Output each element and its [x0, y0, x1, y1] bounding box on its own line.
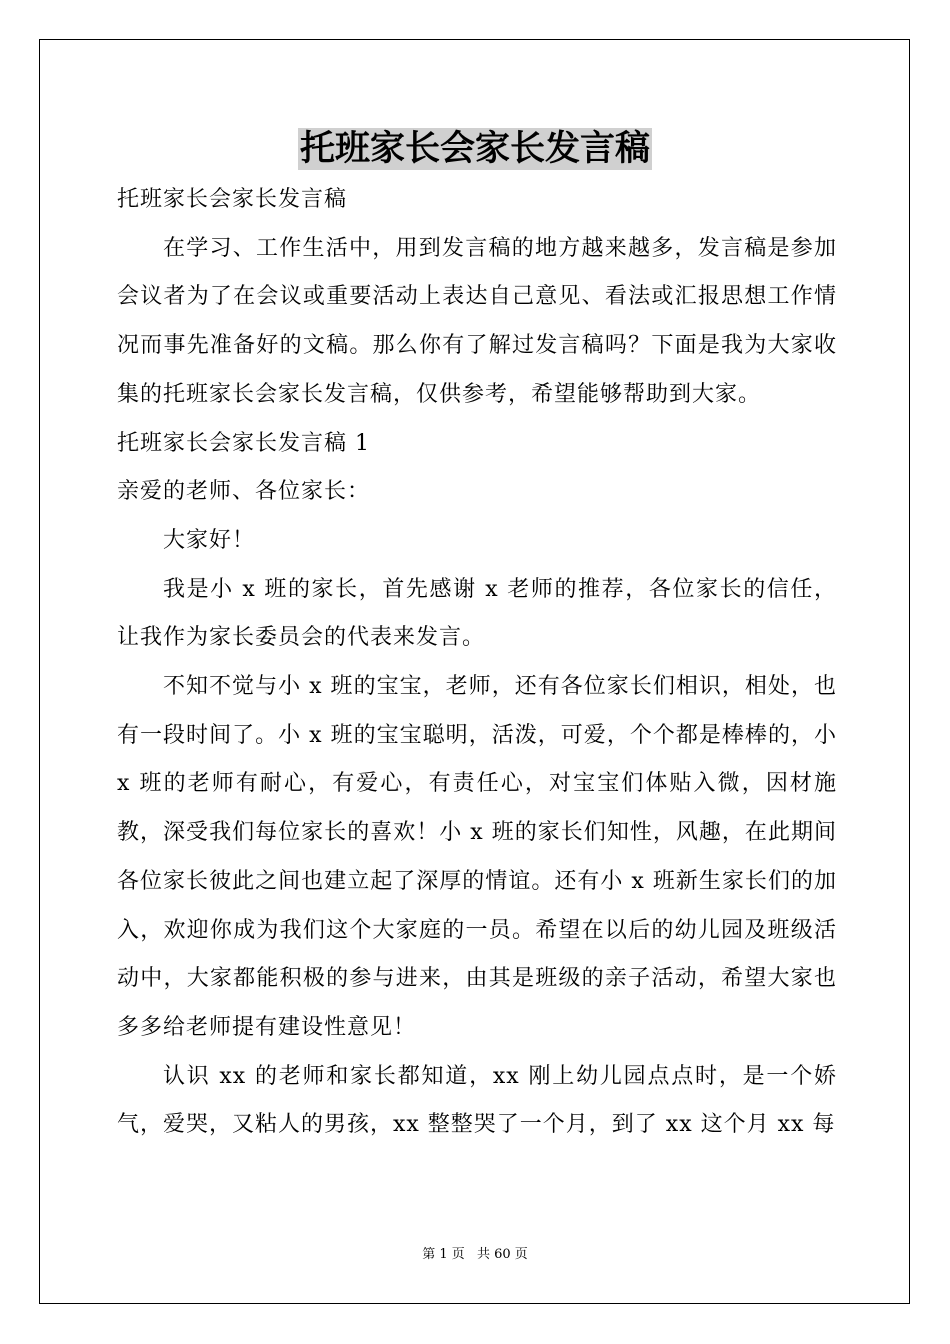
document-title: 托班家长会家长发言稿: [299, 128, 650, 169]
page-total: 共 60 页: [476, 1247, 528, 1262]
paragraph: 托班家长会家长发言稿 1: [117, 430, 370, 456]
paragraph: 托班家长会家长发言稿: [117, 187, 348, 212]
page-footer: [0, 1246, 950, 1264]
paragraph: 我是小 x 班的家长，首先感谢 x 老师的推荐，各位家长的信任，让我作为家长委员会的代表来发言。: [117, 576, 837, 651]
paragraph: 大家好！: [163, 527, 256, 553]
paragraph: 在学习、工作生活中，用到发言稿的地方越来越多，发言稿是参加会议者为了在会议或重要活动上表达自己意见、看法或汇报思想工作情况而事先准备好的文稿。那么你有了解过发言稿吗？下面是我为大家收集的托班家长会家长发言稿，仅供参考，希望能够帮助到大家。: [117, 235, 837, 407]
page-number: 第 1 页: [422, 1247, 465, 1262]
paragraph: 认识 xx 的老师和家长都知道，xx 刚上幼儿园点点时，是一个娇气，爱哭，又粘人的男孩，xx 整整哭了一个月，到了 xx 这个月 xx 每: [117, 1063, 837, 1138]
title-wrap: [0, 128, 950, 170]
paragraph: 亲爱的老师、各位家长：: [117, 479, 371, 505]
document-body: [117, 176, 837, 1150]
paragraph: 不知不觉与小 x 班的宝宝，老师，还有各位家长们相识，相处，也有一段时间了。小 x 班的宝宝聪明，活泼，可爱，个个都是棒棒的，小 x 班的老师有耐心，有爱心，有责任心，对宝宝们体贴入微，因材施教，深受我们每位家长的喜欢！小 x 班的家长们知性，风趣，在此期间各位家长彼此之间也建立起了深厚的情谊。还有小 x 班新生家长们的加入，欢迎你成为我们这个大家庭的一员。希望在以后的幼儿园及班级活动中，大家都能积极的参与进来，由其是班级的亲子活动，希望大家也多多给老师提有建设性意见！: [117, 674, 837, 1040]
